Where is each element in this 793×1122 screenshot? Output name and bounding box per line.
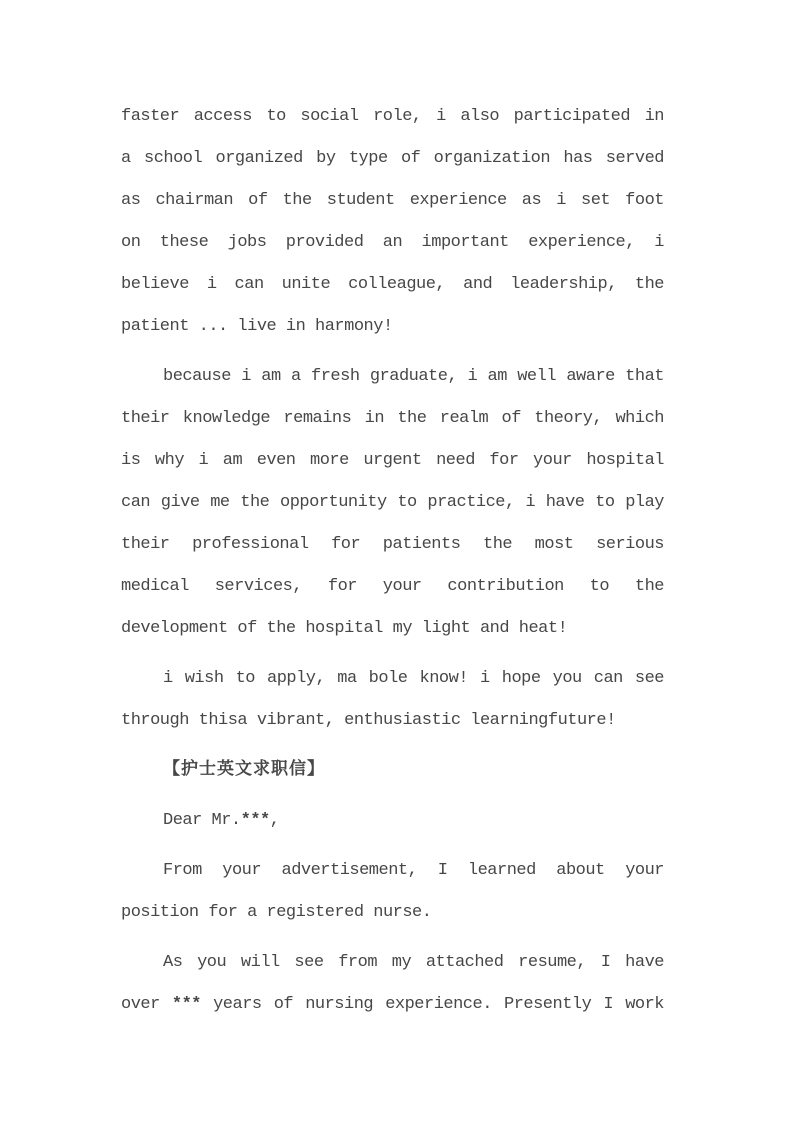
text-line (121, 658, 664, 700)
text-run: through thisa vibrant, enthusiastic learningfuture! (121, 711, 616, 730)
text-run: their professional for patients the most serious (121, 535, 664, 554)
text-line (121, 984, 664, 1026)
text-run: 【护士英文求职信】 (163, 761, 325, 780)
text-line (121, 700, 664, 742)
text-line (121, 440, 664, 482)
text-line (121, 398, 664, 440)
text-line (121, 524, 664, 566)
text-line (121, 850, 664, 892)
heading-line (121, 750, 664, 792)
text-run: because i am a fresh graduate, i am well aware that (163, 367, 664, 386)
document-body (121, 96, 681, 1034)
text-line (121, 180, 664, 222)
text-run: From your advertisement, I learned about your (163, 861, 664, 880)
salutation (121, 800, 681, 842)
text-run: position for a registered nurse. (121, 903, 432, 922)
text-line (121, 96, 664, 138)
text-line (121, 306, 664, 348)
text-run: over (121, 995, 172, 1014)
text-line (121, 356, 664, 398)
text-line (121, 482, 664, 524)
text-run: development of the hospital my light and heat! (121, 619, 568, 638)
text-line (121, 222, 664, 264)
text-run: a school organized by type of organization has served (121, 149, 664, 168)
text-run: faster access to social role, i also participated in (121, 107, 664, 126)
text-run: can give me the opportunity to practice, i have to play (121, 493, 664, 512)
paragraph-social-role (121, 96, 681, 348)
text-line (121, 264, 664, 306)
text-line (121, 942, 664, 984)
paragraph-fresh-graduate (121, 356, 681, 650)
section-heading (121, 750, 681, 792)
text-run: patient ... live in harmony! (121, 317, 393, 336)
text-run: on these jobs provided an important experience, i (121, 233, 664, 252)
text-line (121, 892, 664, 934)
text-line (121, 800, 664, 842)
text-run: medical services, for your contribution to the (121, 577, 664, 596)
text-line (121, 608, 664, 650)
text-run: believe i can unite colleague, and leadership, the (121, 275, 664, 294)
text-run: As you will see from my attached resume, I have (163, 953, 664, 972)
bold-text-run: *** (171, 995, 202, 1014)
text-run: is why i am even more urgent need for your hospital (121, 451, 664, 470)
bold-text-run: *** (240, 811, 270, 830)
text-run: years of nursing experience. Presently I work (201, 995, 664, 1014)
text-run: i wish to apply, ma bole know! i hope you can see (163, 669, 664, 688)
paragraph-wish-to-apply (121, 658, 681, 742)
text-line (121, 138, 664, 180)
text-line (121, 566, 664, 608)
text-run: , (269, 811, 280, 830)
paragraph-resume (121, 942, 681, 1026)
text-run: as chairman of the student experience as i set foot (121, 191, 664, 210)
text-run: their knowledge remains in the realm of theory, which (121, 409, 664, 428)
text-run: Dear Mr. (163, 811, 241, 830)
paragraph-advertisement (121, 850, 681, 934)
